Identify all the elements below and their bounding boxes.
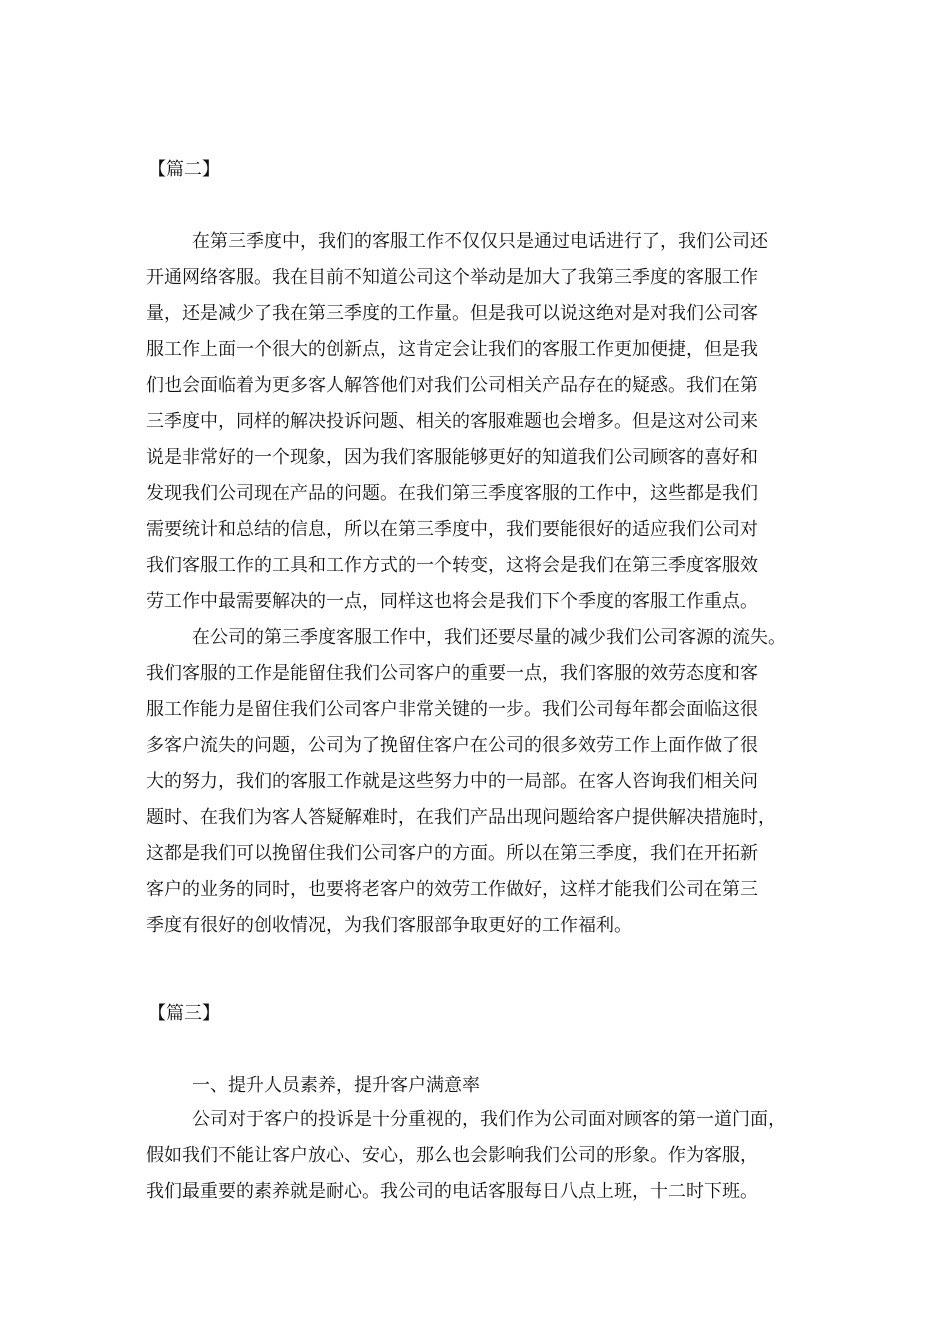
paragraph-line: 说是非常好的一个现象，因为我们客服能够更好的知道我们公司顾客的喜好和	[146, 447, 758, 468]
paragraph-line: 假如我们不能让客户放心、安心，那么也会影响我们公司的形象。作为客服，	[146, 1145, 758, 1166]
paragraph-line: 在第三季度中，我们的客服工作不仅仅只是通过电话进行了，我们公司还	[192, 231, 768, 252]
paragraph-line: 我们客服工作的工具和工作方式的一个转变，这将会是我们在第三季度客服效	[146, 555, 758, 576]
paragraph-line: 开通网络客服。我在目前不知道公司这个举动是加大了我第三季度的客服工作	[146, 267, 758, 288]
paragraph-line: 发现我们公司现在产品的问题。在我们第三季度客服的工作中，这些都是我们	[146, 483, 758, 504]
paragraph-line: 我们客服的工作是能留住我们公司客户的重要一点，我们客服的效劳态度和客	[146, 663, 758, 684]
paragraph-line: 公司对于客户的投诉是十分重视的，我们作为公司面对顾客的第一道门面，	[192, 1109, 786, 1130]
paragraph-line: 劳工作中最需要解决的一点，同样这也将会是我们下个季度的客服工作重点。	[146, 591, 758, 612]
paragraph-line: 们也会面临着为更多客人解答他们对我们公司相关产品存在的疑惑。我们在第	[146, 375, 758, 396]
paragraph-line: 多客户流失的问题，公司为了挽留住客户在公司的很多效劳工作上面作做了很	[146, 735, 758, 756]
paragraph-line: 服工作上面一个很大的创新点，这肯定会让我们的客服工作更加便捷，但是我	[146, 339, 758, 360]
paragraph-line: 服工作能力是留住我们公司客户非常关键的一步。我们公司每年都会面临这很	[146, 699, 758, 720]
paragraph-line: 客户的业务的同时，也要将老客户的效劳工作做好，这样才能我们公司在第三	[146, 879, 758, 900]
paragraph-line: 大的努力，我们的客服工作就是这些努力中的一局部。在客人咨询我们相关问	[146, 771, 758, 792]
section-heading-3: 【篇三】	[148, 1003, 220, 1024]
paragraph-line: 季度有很好的创收情况，为我们客服部争取更好的工作福利。	[146, 915, 632, 936]
paragraph-line: 我们最重要的素养就是耐心。我公司的电话客服每日八点上班，十二时下班。	[146, 1181, 758, 1202]
paragraph-line: 需要统计和总结的信息，所以在第三季度中，我们要能很好的适应我们公司对	[146, 519, 758, 540]
section-subheading: 一、提升人员素养，提升客户满意率	[192, 1075, 480, 1096]
paragraph-line: 三季度中，同样的解决投诉问题、相关的客服难题也会增多。但是这对公司来	[146, 411, 758, 432]
section-heading-2: 【篇二】	[148, 159, 220, 180]
paragraph-line: 题时、在我们为客人答疑解难时，在我们产品出现问题给客户提供解决措施时，	[146, 807, 776, 828]
paragraph-line: 在公司的第三季度客服工作中，我们还要尽量的减少我们公司客源的流失。	[192, 627, 786, 648]
paragraph-line: 这都是我们可以挽留住我们公司客户的方面。所以在第三季度，我们在开拓新	[146, 843, 758, 864]
paragraph-line: 量，还是减少了我在第三季度的工作量。但是我可以说这绝对是对我们公司客	[146, 303, 758, 324]
